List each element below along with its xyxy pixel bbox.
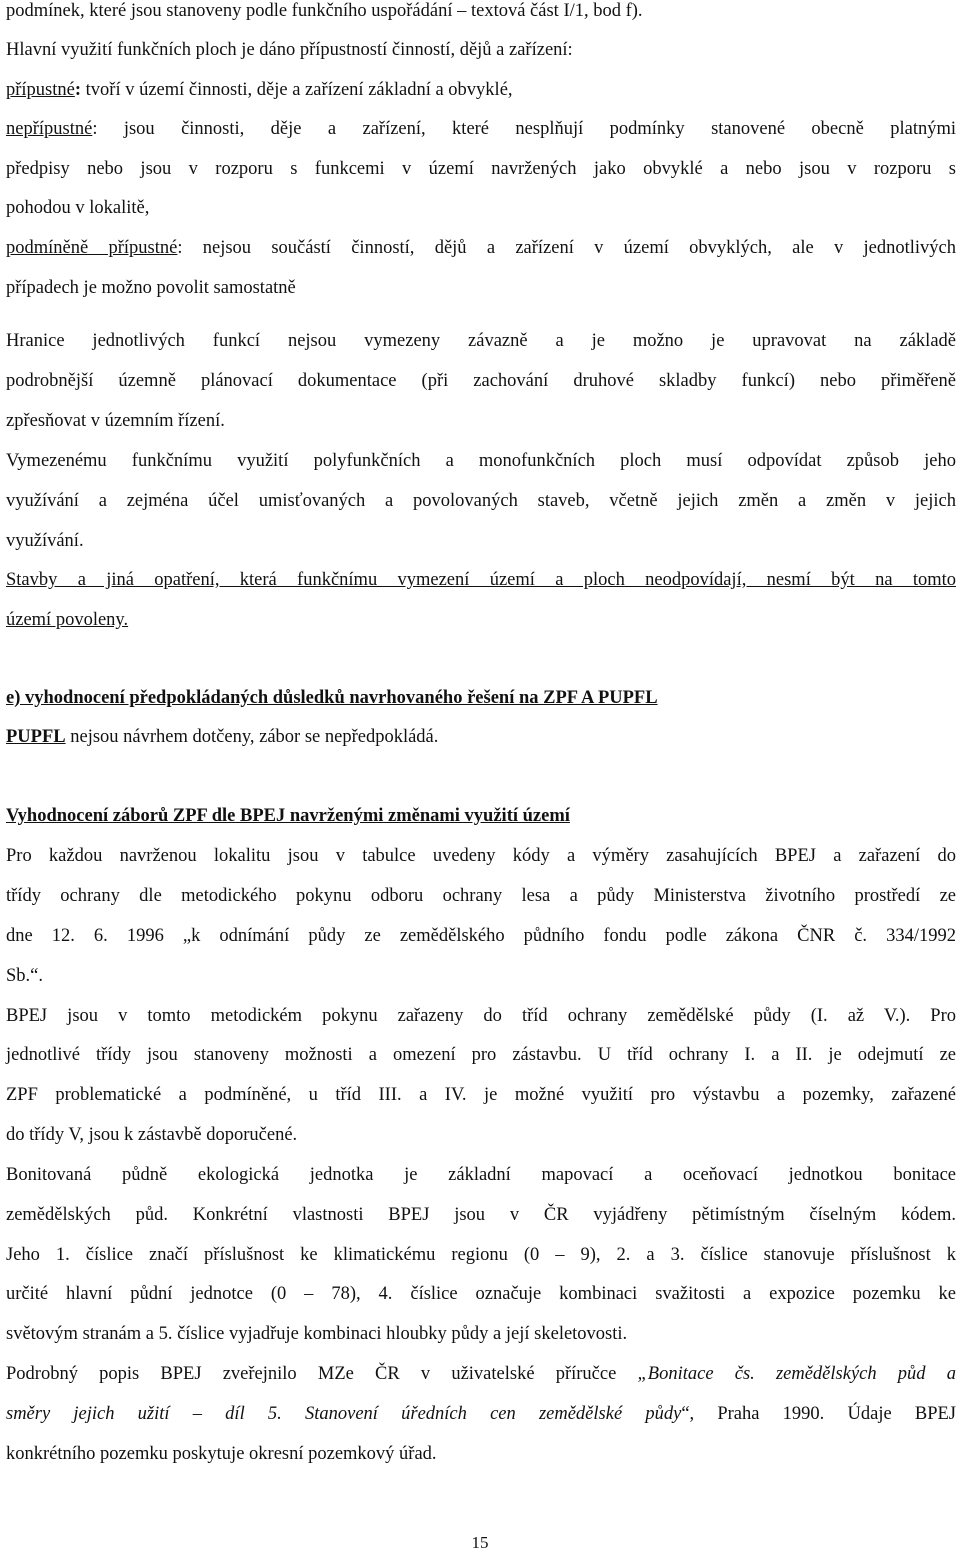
term-pupfl: PUPFL: [6, 727, 66, 747]
publication-title: směry jejich užití – díl 5. Stanovení úředních cen zemědělské půdy: [6, 1404, 682, 1424]
text-line: případech je možno povolit samostatně: [6, 278, 296, 298]
section-heading-e: e) vyhodnocení předpokládaných důsledků navrhovaného řešení na ZPF A PUPFL: [6, 688, 658, 708]
definition-text: : nejsou součástí činností, dějů a zařízení v území obvyklých, ale v jednotlivých: [177, 238, 956, 258]
definition-conditional: [6, 237, 956, 259]
text-line: zemědělských půd. Konkrétní vlastnosti BPEJ jsou v ČR vyjádřeny pětimístným číselným kódem.: [6, 1205, 956, 1225]
text-line: Vymezenému funkčnímu využití polyfunkčních a monofunkčních ploch musí odpovídat způsob jeho: [6, 451, 956, 471]
definition-forbidden: [6, 118, 956, 140]
text-line: využívání a zejména účel umisťovaných a povolovaných staveb, včetně jejich změn a změn v jejich: [6, 491, 956, 511]
text-span: “, Praha 1990. Údaje BPEJ: [681, 1404, 956, 1424]
definition-text: tvoří v území činnosti, děje a zařízení základní a obvyklé,: [81, 80, 513, 100]
definition-permitted: [6, 79, 513, 101]
text-line: ZPF problematické a podmíněné, u tříd III. a IV. je možné využití pro výstavbu a pozemky, zařazené: [6, 1085, 956, 1105]
text-line: pohodou v lokalitě,: [6, 198, 150, 218]
text-line: podrobnější územně plánovací dokumentace (při zachování druhové skladby funkcí) nebo přiměřeně: [6, 371, 956, 391]
text-line: jednotlivé třídy jsou stanoveny možnosti a omezení pro zástavbu. U tříd ochrany I. a II. je odejmutí ze: [6, 1045, 956, 1065]
text-line: [6, 1403, 956, 1425]
text-line: světovým stranám a 5. číslice vyjadřuje kombinaci hloubky půdy a její skeletovosti.: [6, 1324, 628, 1344]
text-line: konkrétního pozemku poskytuje okresní pozemkový úřad.: [6, 1444, 437, 1464]
text-line: Bonitovaná půdně ekologická jednotka je základní mapovací a oceňovací jednotkou bonitace: [6, 1165, 956, 1185]
term-permitted: přípustné: [6, 80, 75, 100]
text-line: dne 12. 6. 1996 „k odnímání půdy ze zemědělského půdního fondu podle zákona ČNR č. 334/1992: [6, 926, 956, 946]
underlined-statement: Stavby a jiná opatření, která funkčnímu vymezení území a ploch neodpovídají, nesmí být na tomto: [6, 570, 956, 590]
text-span: Podrobný popis BPEJ zveřejnilo MZe ČR v uživatelské příručce: [6, 1364, 638, 1384]
term-conditional: podmíněně přípustné: [6, 238, 178, 258]
page-number: 15: [471, 1533, 489, 1552]
text-line: [6, 1363, 956, 1385]
text-line: určité hlavní půdní jednotce (0 – 78), 4. číslice označuje kombinaci svažitosti a expozice pozemku ke: [6, 1284, 956, 1304]
definition-text: : jsou činnosti, děje a zařízení, které nesplňují podmínky stanovené obecně platnými: [92, 119, 956, 139]
text-line: podmínek, které jsou stanoveny podle funkčního uspořádání – textová část I/1, bod f).: [6, 1, 643, 21]
text-span: nejsou návrhem dotčeny, zábor se nepředpokládá.: [65, 727, 439, 747]
text-line: zpřesňovat v územním řízení.: [6, 411, 225, 431]
text-line: využívání.: [6, 531, 84, 551]
term-forbidden: nepřípustné: [6, 119, 93, 139]
text-line: Hlavní využití funkčních ploch je dáno přípustností činností, dějů a zařízení:: [6, 40, 573, 60]
text-line: [6, 726, 438, 748]
text-line: BPEJ jsou v tomto metodickém pokynu zařazeny do tříd ochrany zemědělské půdy (I. až V.). Pro: [6, 1006, 956, 1026]
text-line: Hranice jednotlivých funkcí nejsou vymezeny závazně a je možno je upravovat na základě: [6, 331, 956, 351]
text-line: Pro každou navrženou lokalitu jsou v tabulce uvedeny kódy a výměry zasahujících BPEJ a zařazení do: [6, 846, 956, 866]
text-line: Sb.“.: [6, 966, 43, 986]
text-line: do třídy V, jsou k zástavbě doporučené.: [6, 1125, 298, 1145]
subsection-heading: Vyhodnocení záborů ZPF dle BPEJ navrženými změnami využití území: [6, 806, 570, 826]
text-line: Jeho 1. číslice značí příslušnost ke klimatickému regionu (0 – 9), 2. a 3. číslice stanovuje příslušnost k: [6, 1245, 956, 1265]
underlined-statement: území povoleny.: [6, 610, 129, 630]
term-colon: :: [74, 80, 82, 100]
text-line: předpisy nebo jsou v rozporu s funkcemi v území navržených jako obvyklé a nebo jsou v rozporu s: [6, 159, 956, 179]
publication-title: „Bonitace čs. zemědělských půd a: [637, 1364, 956, 1384]
text-line: třídy ochrany dle metodického pokynu odboru ochrany lesa a půdy Ministerstva životního prostředí ze: [6, 886, 956, 906]
